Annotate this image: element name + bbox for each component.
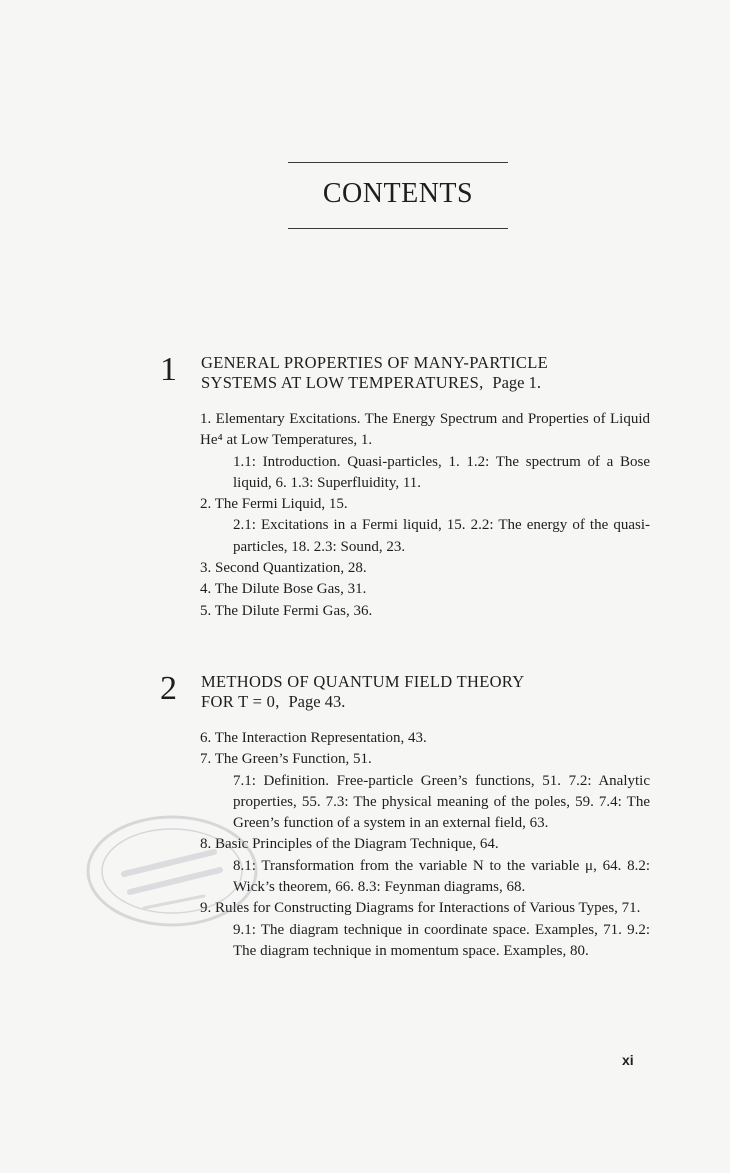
chapter-number: 1 [160,351,177,388]
toc-entry: 8. Basic Principles of the Diagram Technique, 64. [200,836,499,853]
chapter-title-line2: FOR T = 0, [201,692,280,711]
chapter-page: Page 43. [288,692,346,711]
toc-subentry: 7.1: Definition. Free-particle Green’s functions, 51. 7.2: Analytic properties, 55. 7.3: The physical meaning of the poles, 59. 7.4: The Green’s function of a system in an external field, 63. [233,772,650,832]
toc-subentry: 2.1: Excitations in a Fermi liquid, 15. 2.2: The energy of the quasi-particles, 18. 2.3: Sound, 23. [233,517,650,555]
toc-subentry: 1.1: Introduction. Quasi-particles, 1. 1.2: The spectrum of a Bose liquid, 6. 1.3: Superfluidity, 11. [233,453,650,491]
toc-entry: 9. Rules for Constructing Diagrams for Interactions of Various Types, 71. [200,900,641,917]
title-rule-top [288,162,508,163]
toc-entry: 7. The Green’s Function, 51. [200,751,372,768]
chapter-entries [200,728,650,962]
chapter-title [201,672,650,712]
toc-entry: 4. The Dilute Bose Gas, 31. [200,581,367,598]
page-number: xi [622,1052,634,1068]
chapter-title [201,353,650,393]
toc-entry: 3. Second Quantization, 28. [200,560,367,577]
chapter-number: 2 [160,670,177,707]
toc-subentry: 8.1: Transformation from the variable N to the variable μ, 64. 8.2: Wick’s theorem, 66. 8.3: Feynman diagrams, 68. [233,857,650,896]
toc-subentry: 9.1: The diagram technique in coordinate space. Examples, 71. 9.2: The diagram technique in momentum space. Examples, 80. [233,921,650,959]
toc-entry: 6. The Interaction Representation, 43. [200,730,427,746]
page-title: CONTENTS [322,178,474,209]
chapter-2 [160,672,650,962]
chapter-title-line1: GENERAL PROPERTIES OF MANY-PARTICLE [201,353,548,372]
chapter-page: Page 1. [492,373,541,392]
toc-entry: 2. The Fermi Liquid, 15. [200,496,348,513]
chapter-title-line1: METHODS OF QUANTUM FIELD THEORY [201,672,525,691]
title-rule-bottom [288,228,508,229]
chapter-title-line2: SYSTEMS AT LOW TEMPERATURES, [201,373,484,392]
toc-entry: 5. The Dilute Fermi Gas, 36. [200,602,373,619]
chapter-entries [200,409,650,622]
toc-entry: 1. Elementary Excitations. The Energy Spectrum and Properties of Liquid He⁴ at Low Temperatures, 1. [200,411,650,449]
chapter-1 [160,353,650,622]
